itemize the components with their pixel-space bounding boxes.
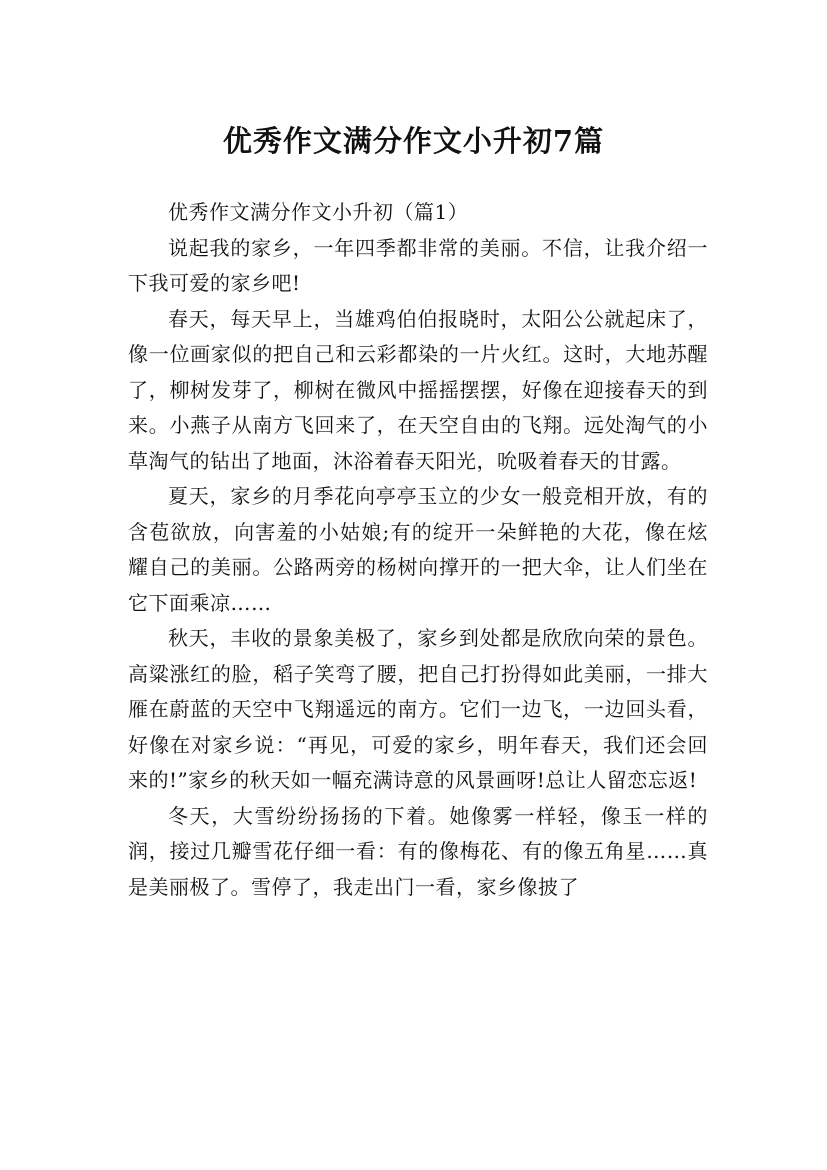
document-body xyxy=(128,195,708,905)
paragraph-winter: 冬天，大雪纷纷扬扬的下着。她像雾一样轻，像玉一样的润，接过几瓣雪花仔细一看：有的像梅花、有的像五角星……真是美丽极了。雪停了，我走出门一看，家乡像披了 xyxy=(128,803,708,899)
paragraph-autumn: 秋天，丰收的景象美极了，家乡到处都是欣欣向荣的景色。高粱涨红的脸，稻子笑弯了腰，把自己打扮得如此美丽，一排大雁在蔚蓝的天空中飞翔遥远的南方。它们一边飞，一边回头看，好像在对家乡说：“再见，可爱的家乡，明年春天，我们还会回来的!”家乡的秋天如一幅充满诗意的风景画呀!总让人留恋忘返! xyxy=(128,626,708,792)
paragraph-summer: 夏天，家乡的月季花向亭亭玉立的少女一般竞相开放，有的含苞欲放，向害羞的小姑娘;有的绽开一朵鲜艳的大花，像在炫耀自己的美丽。公路两旁的杨树向撑开的一把大伞，让人们坐在它下面乘凉…… xyxy=(128,484,708,615)
paragraph-spring: 春天，每天早上，当雄鸡伯伯报晓时，太阳公公就起床了，像一位画家似的把自己和云彩都染的一片火红。这时，大地苏醒了，柳树发芽了，柳树在微风中摇摇摆摆，好像在迎接春天的到来。小燕子从南方飞回来了，在天空自由的飞翔。远处淘气的小草淘气的钻出了地面，沐浴着春天阳光，吮吸着春天的甘露。 xyxy=(128,306,708,473)
section-heading: 优秀作文满分作文小升初（篇1） xyxy=(168,200,469,224)
document-title: 优秀作文满分作文小升初7篇 xyxy=(222,124,605,159)
paragraph-intro: 说起我的家乡，一年四季都非常的美丽。不信，让我介绍一下我可爱的家乡吧! xyxy=(128,235,708,295)
